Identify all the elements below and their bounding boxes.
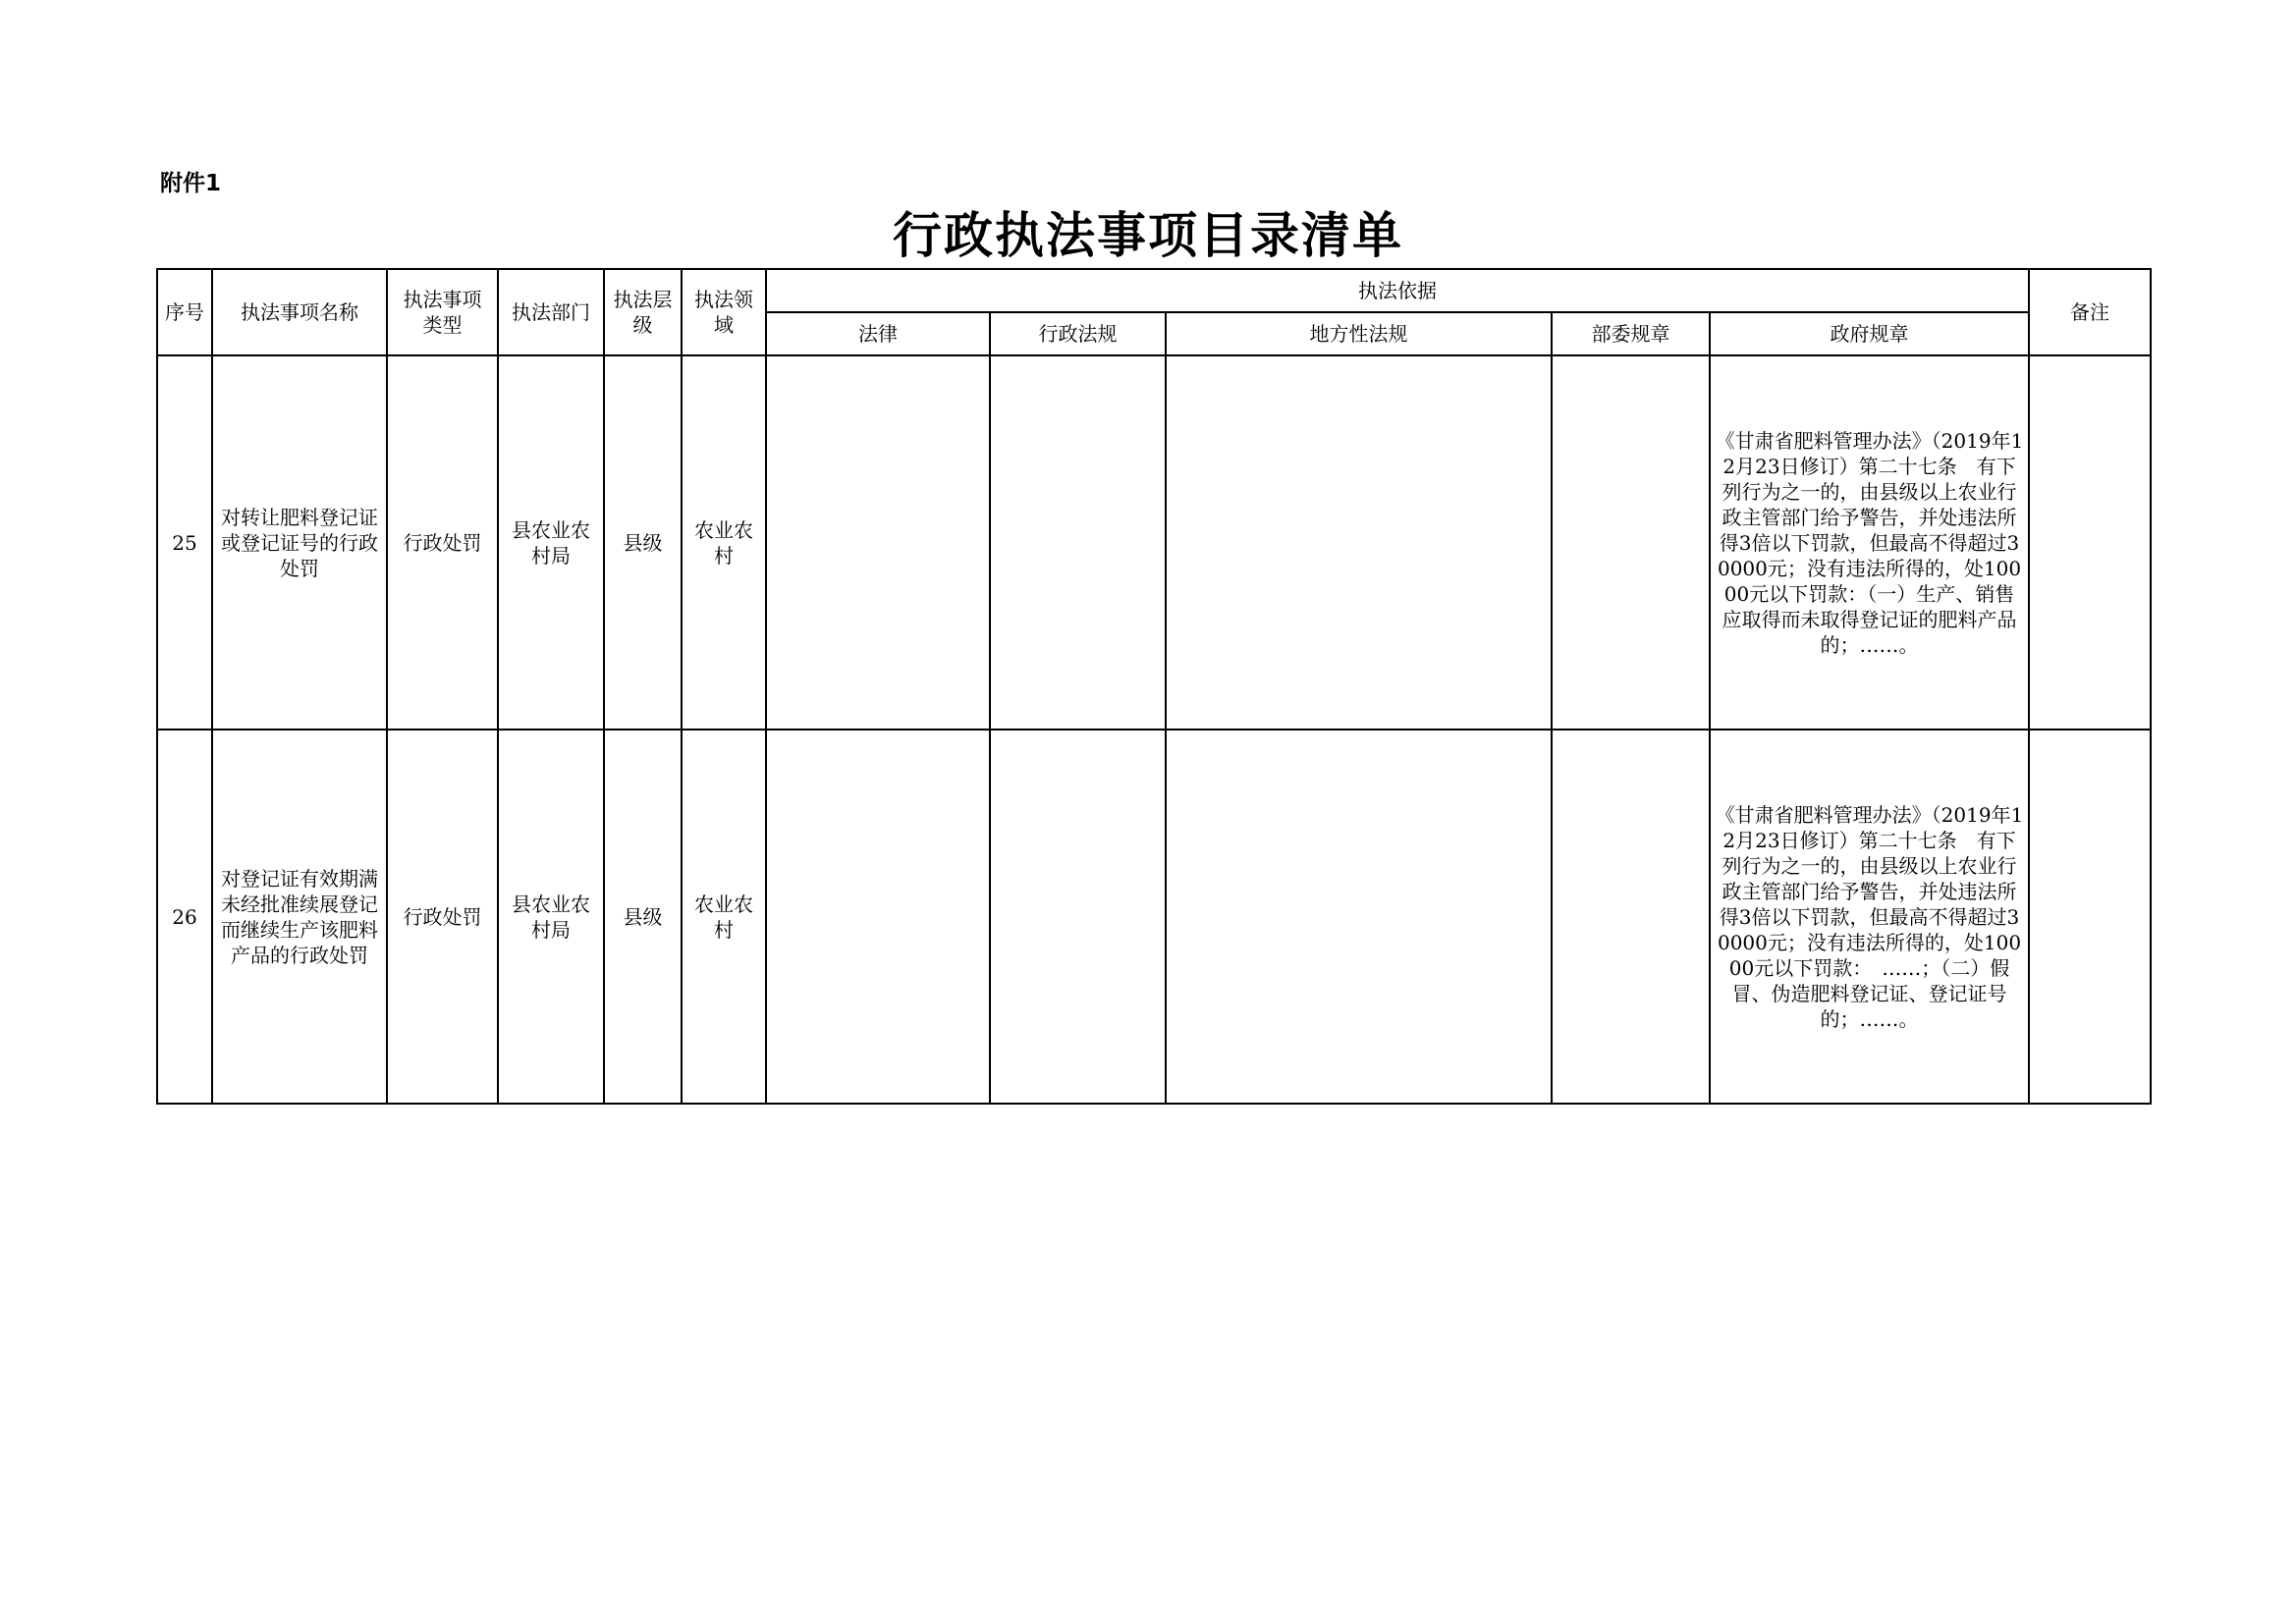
row-seq: 25 (157, 355, 212, 730)
header-level: 执法层级 (604, 269, 682, 355)
row-name: 对登记证有效期满未经批准续展登记而继续生产该肥料产品的行政处罚 (212, 730, 387, 1104)
row-level: 县级 (604, 730, 682, 1104)
row-field: 农业农村 (682, 730, 766, 1104)
header-law: 法律 (766, 312, 990, 355)
table-row (157, 355, 2151, 730)
row-level: 县级 (604, 355, 682, 730)
row-type: 行政处罚 (387, 730, 498, 1104)
attachment-label: 附件1 (160, 171, 222, 196)
header-ministry-rule: 部委规章 (1552, 312, 1710, 355)
row-law (766, 355, 990, 730)
header-dept: 执法部门 (498, 269, 604, 355)
row-dept: 县农业农村局 (498, 355, 604, 730)
row-gov-rule: 《甘肃省肥料管理办法》（2019年12月23日修订）第二十七条 有下列行为之一的，由县级以上农业行政主管部门给予警告，并处违法所得3倍以下罚款，但最高不得超过30000元；没有违法所得的，处10000元以下罚款： ……；（二）假冒、伪造肥料登记证、登记证号的；……。 (1710, 730, 2029, 1104)
row-law (766, 730, 990, 1104)
header-name: 执法事项名称 (212, 269, 387, 355)
row-local-reg (1166, 730, 1552, 1104)
table-row (157, 730, 2151, 1104)
header-remark: 备注 (2029, 269, 2151, 355)
row-remark (2029, 355, 2151, 730)
header-seq: 序号 (157, 269, 212, 355)
row-local-reg (1166, 355, 1552, 730)
row-name: 对转让肥料登记证或登记证号的行政处罚 (212, 355, 387, 730)
row-ministry-rule (1552, 730, 1710, 1104)
enforcement-table (156, 268, 2152, 1105)
header-basis: 执法依据 (766, 269, 2029, 312)
header-admin-reg: 行政法规 (990, 312, 1166, 355)
row-remark (2029, 730, 2151, 1104)
header-type: 执法事项类型 (387, 269, 498, 355)
row-type: 行政处罚 (387, 355, 498, 730)
row-admin-reg (990, 730, 1166, 1104)
header-row-1 (157, 269, 2151, 312)
row-admin-reg (990, 355, 1166, 730)
row-ministry-rule (1552, 355, 1710, 730)
document-title: 行政执法事项目录清单 (893, 206, 1403, 264)
header-local-reg: 地方性法规 (1166, 312, 1552, 355)
row-dept: 县农业农村局 (498, 730, 604, 1104)
header-field: 执法领域 (682, 269, 766, 355)
header-gov-rule: 政府规章 (1710, 312, 2029, 355)
row-gov-rule: 《甘肃省肥料管理办法》（2019年12月23日修订）第二十七条 有下列行为之一的，由县级以上农业行政主管部门给予警告，并处违法所得3倍以下罚款，但最高不得超过30000元；没有违法所得的，处10000元以下罚款：（一）生产、销售应取得而未取得登记证的肥料产品的；……。 (1710, 355, 2029, 730)
row-field: 农业农村 (682, 355, 766, 730)
row-seq: 26 (157, 730, 212, 1104)
